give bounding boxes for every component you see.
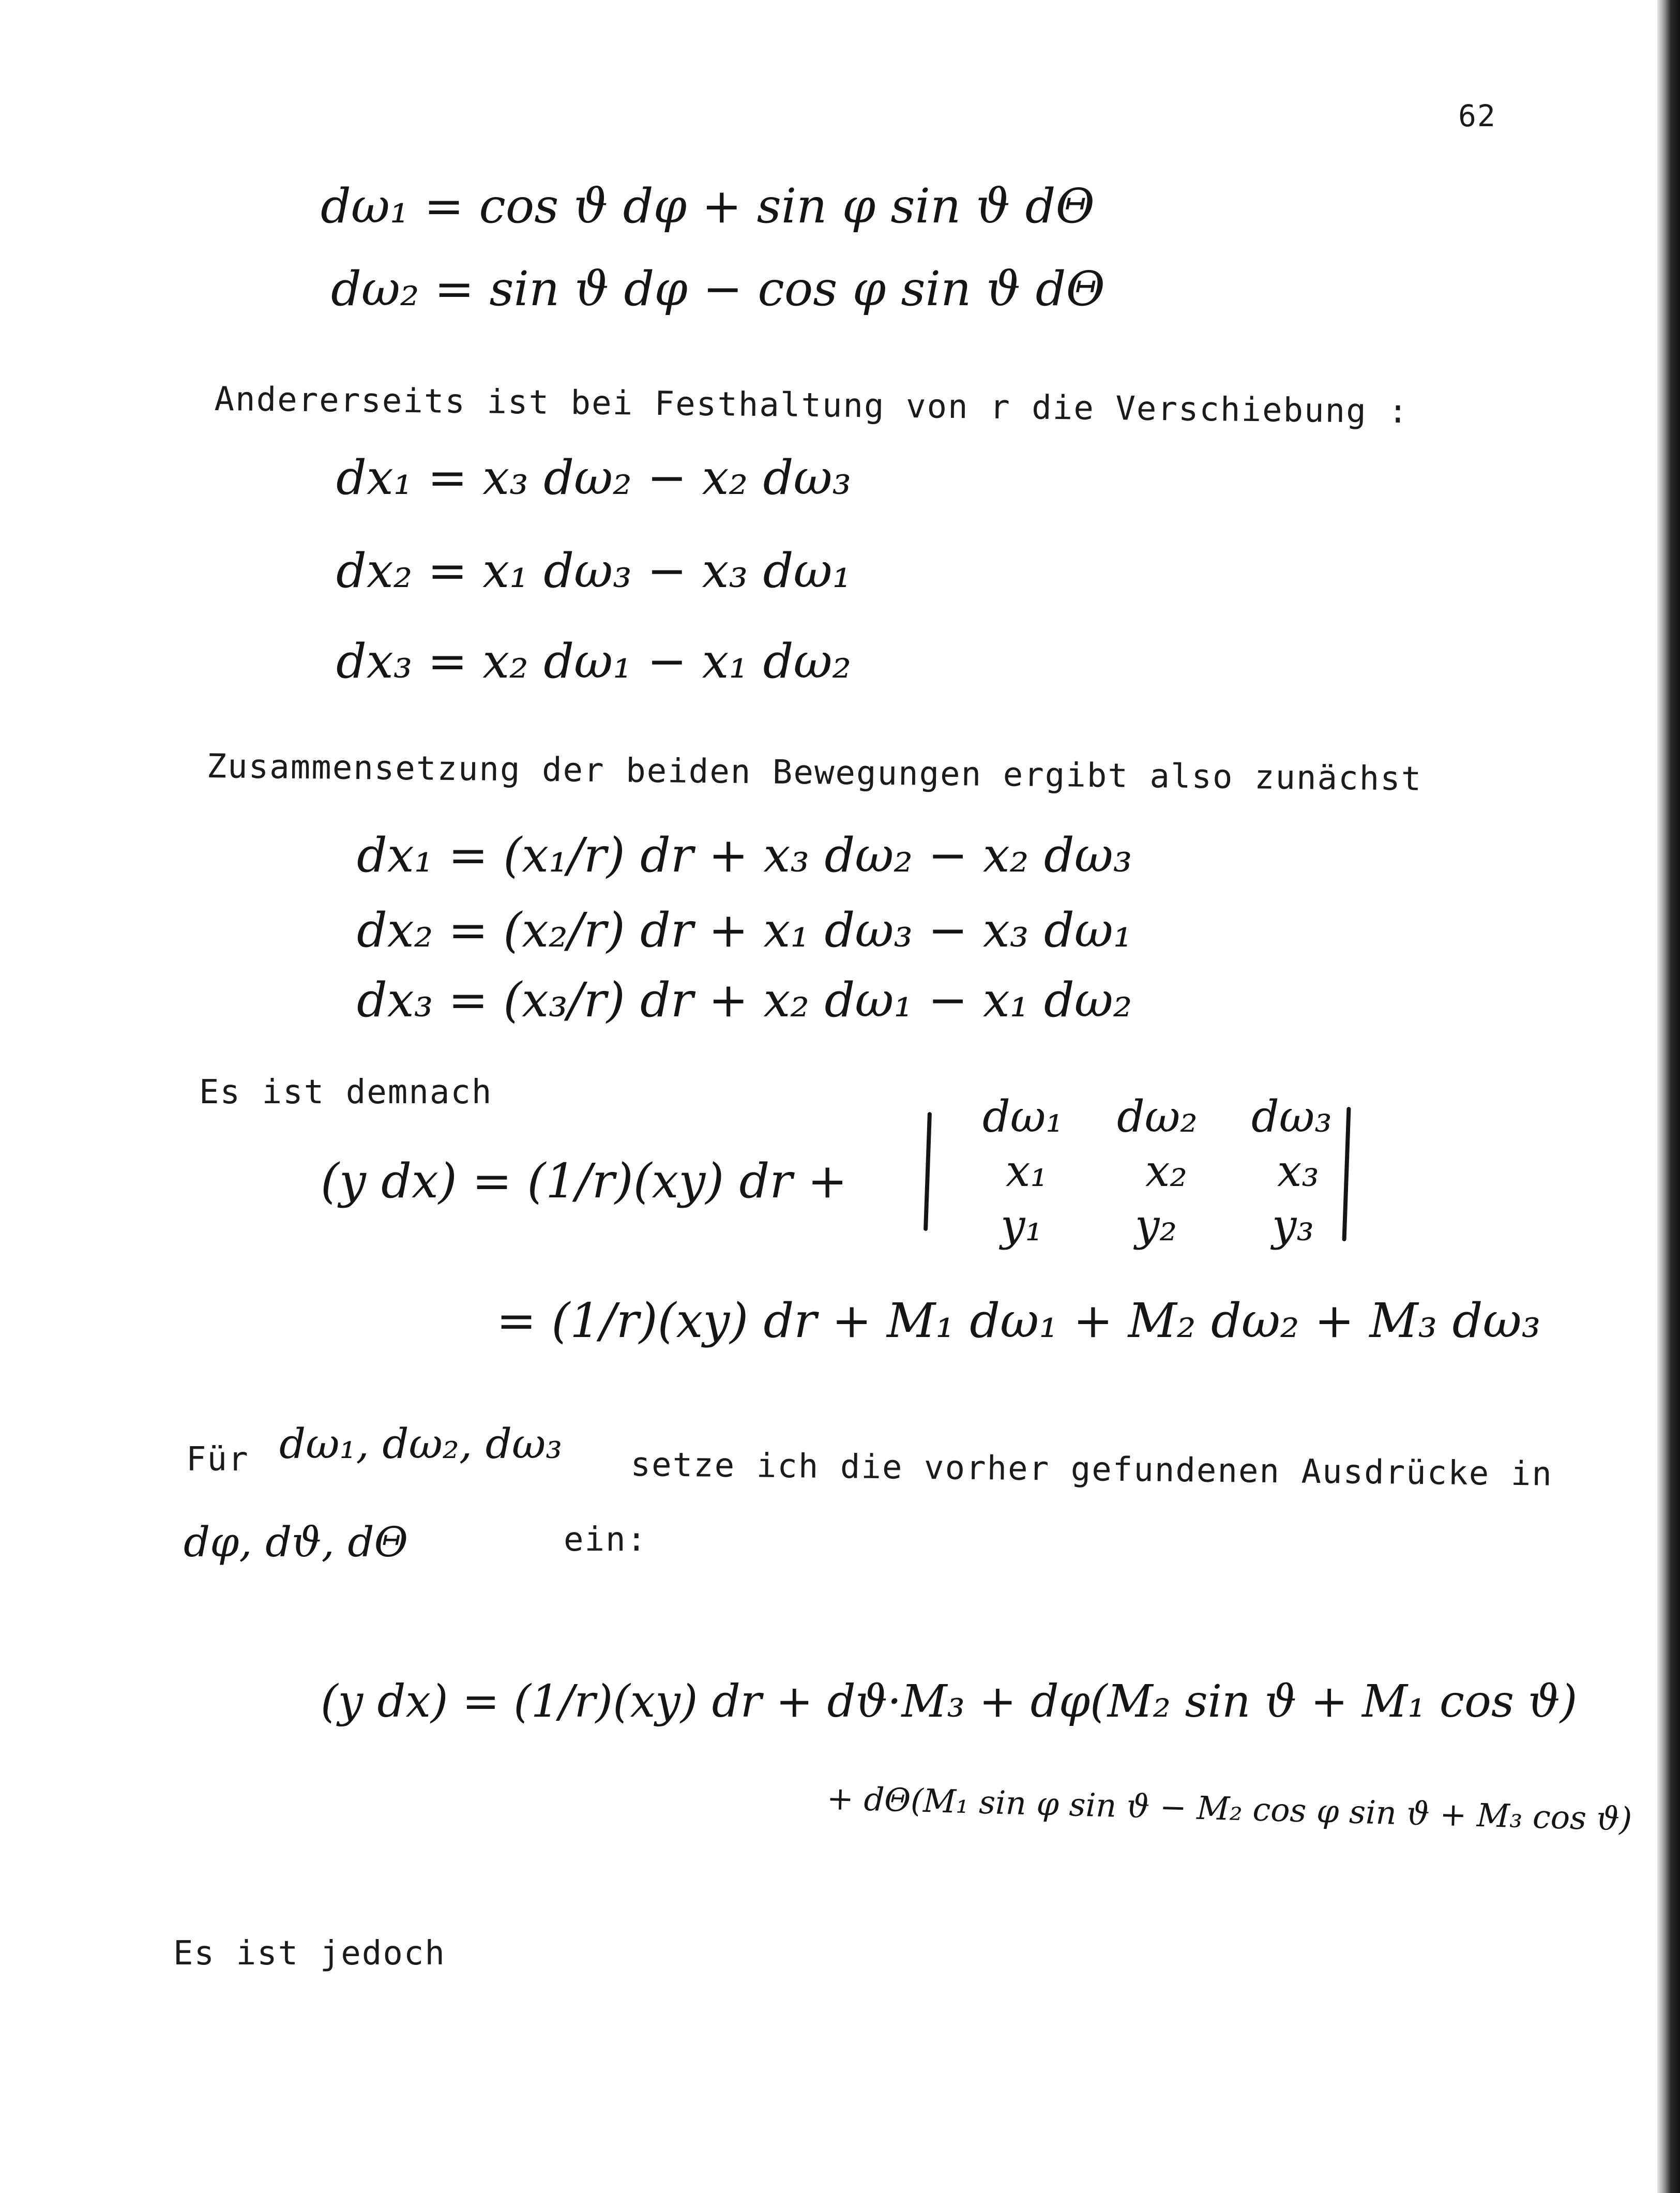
det-r1c1: dω₁	[982, 1091, 1063, 1142]
equation-final-line2: + dΘ(M₁ sin φ sin ϑ − M₂ cos φ sin ϑ + M₃ cos ϑ)	[826, 1779, 1633, 1838]
math-domega-list: dω₁, dω₂, dω₃	[279, 1420, 563, 1468]
determinant-left-bar	[924, 1112, 932, 1231]
det-r1c3: dω₃	[1251, 1091, 1332, 1142]
equation-dx1-rotation: dx₁ = x₃ dω₂ − x₂ dω₃	[336, 450, 852, 505]
equation-dx3-combined: dx₃ = (x₃/r) dr + x₂ dω₁ − x₁ dω₂	[357, 972, 1132, 1028]
equation-dw2: dω₂ = sin ϑ dφ − cos φ sin ϑ dΘ	[331, 261, 1105, 317]
det-r2c2: x₂	[1145, 1146, 1188, 1196]
equation-dx2-rotation: dx₂ = x₁ dω₃ − x₃ dω₁	[336, 543, 852, 598]
equation-ydx-lhs: (y dx) = (1/r)(xy) dr +	[321, 1153, 847, 1209]
page-number: 62	[1458, 98, 1496, 133]
det-r2c1: x₁	[1006, 1146, 1048, 1196]
text-andererseits: Andererseits ist bei Festhaltung von r die Verschiebung :	[214, 380, 1410, 431]
text-fuer: Für	[186, 1440, 249, 1479]
equation-moment-form: = (1/r)(xy) dr + M₁ dω₁ + M₂ dω₂ + M₃ dω₃	[496, 1293, 1541, 1348]
equation-dx2-combined: dx₂ = (x₂/r) dr + x₁ dω₃ − x₃ dω₁	[357, 903, 1132, 958]
text-zusammensetzung: Zusammensetzung der beiden Bewegungen ergibt also zunächst	[206, 747, 1422, 799]
text-ein: ein:	[564, 1521, 648, 1559]
det-r3c3: y₃	[1272, 1200, 1314, 1251]
det-r3c2: y₂	[1135, 1200, 1177, 1251]
equation-final-line1: (y dx) = (1/r)(xy) dr + dϑ·M₃ + dφ(M₂ sin ϑ + M₁ cos ϑ)	[321, 1676, 1578, 1728]
det-r3c1: y₁	[1001, 1200, 1043, 1251]
equation-dw1: dω₁ = cos ϑ dφ + sin φ sin ϑ dΘ	[321, 178, 1095, 234]
text-es-ist-demnach: Es ist demnach	[199, 1073, 493, 1111]
text-setze-ich: setze ich die vorher gefundenen Ausdrücke in	[630, 1446, 1553, 1494]
text-es-ist-jedoch: Es ist jedoch	[173, 1934, 446, 1973]
math-dphi-list: dφ, dϑ, dΘ	[184, 1518, 408, 1566]
equation-dx1-combined: dx₁ = (x₁/r) dr + x₃ dω₂ − x₂ dω₃	[357, 828, 1132, 883]
det-r2c3: x₃	[1277, 1146, 1320, 1196]
determinant-right-bar	[1342, 1107, 1351, 1241]
scan-edge-shadow	[1657, 0, 1680, 2193]
equation-dx3-rotation: dx₃ = x₂ dω₁ − x₁ dω₂	[336, 634, 852, 689]
det-r1c2: dω₂	[1117, 1091, 1198, 1142]
